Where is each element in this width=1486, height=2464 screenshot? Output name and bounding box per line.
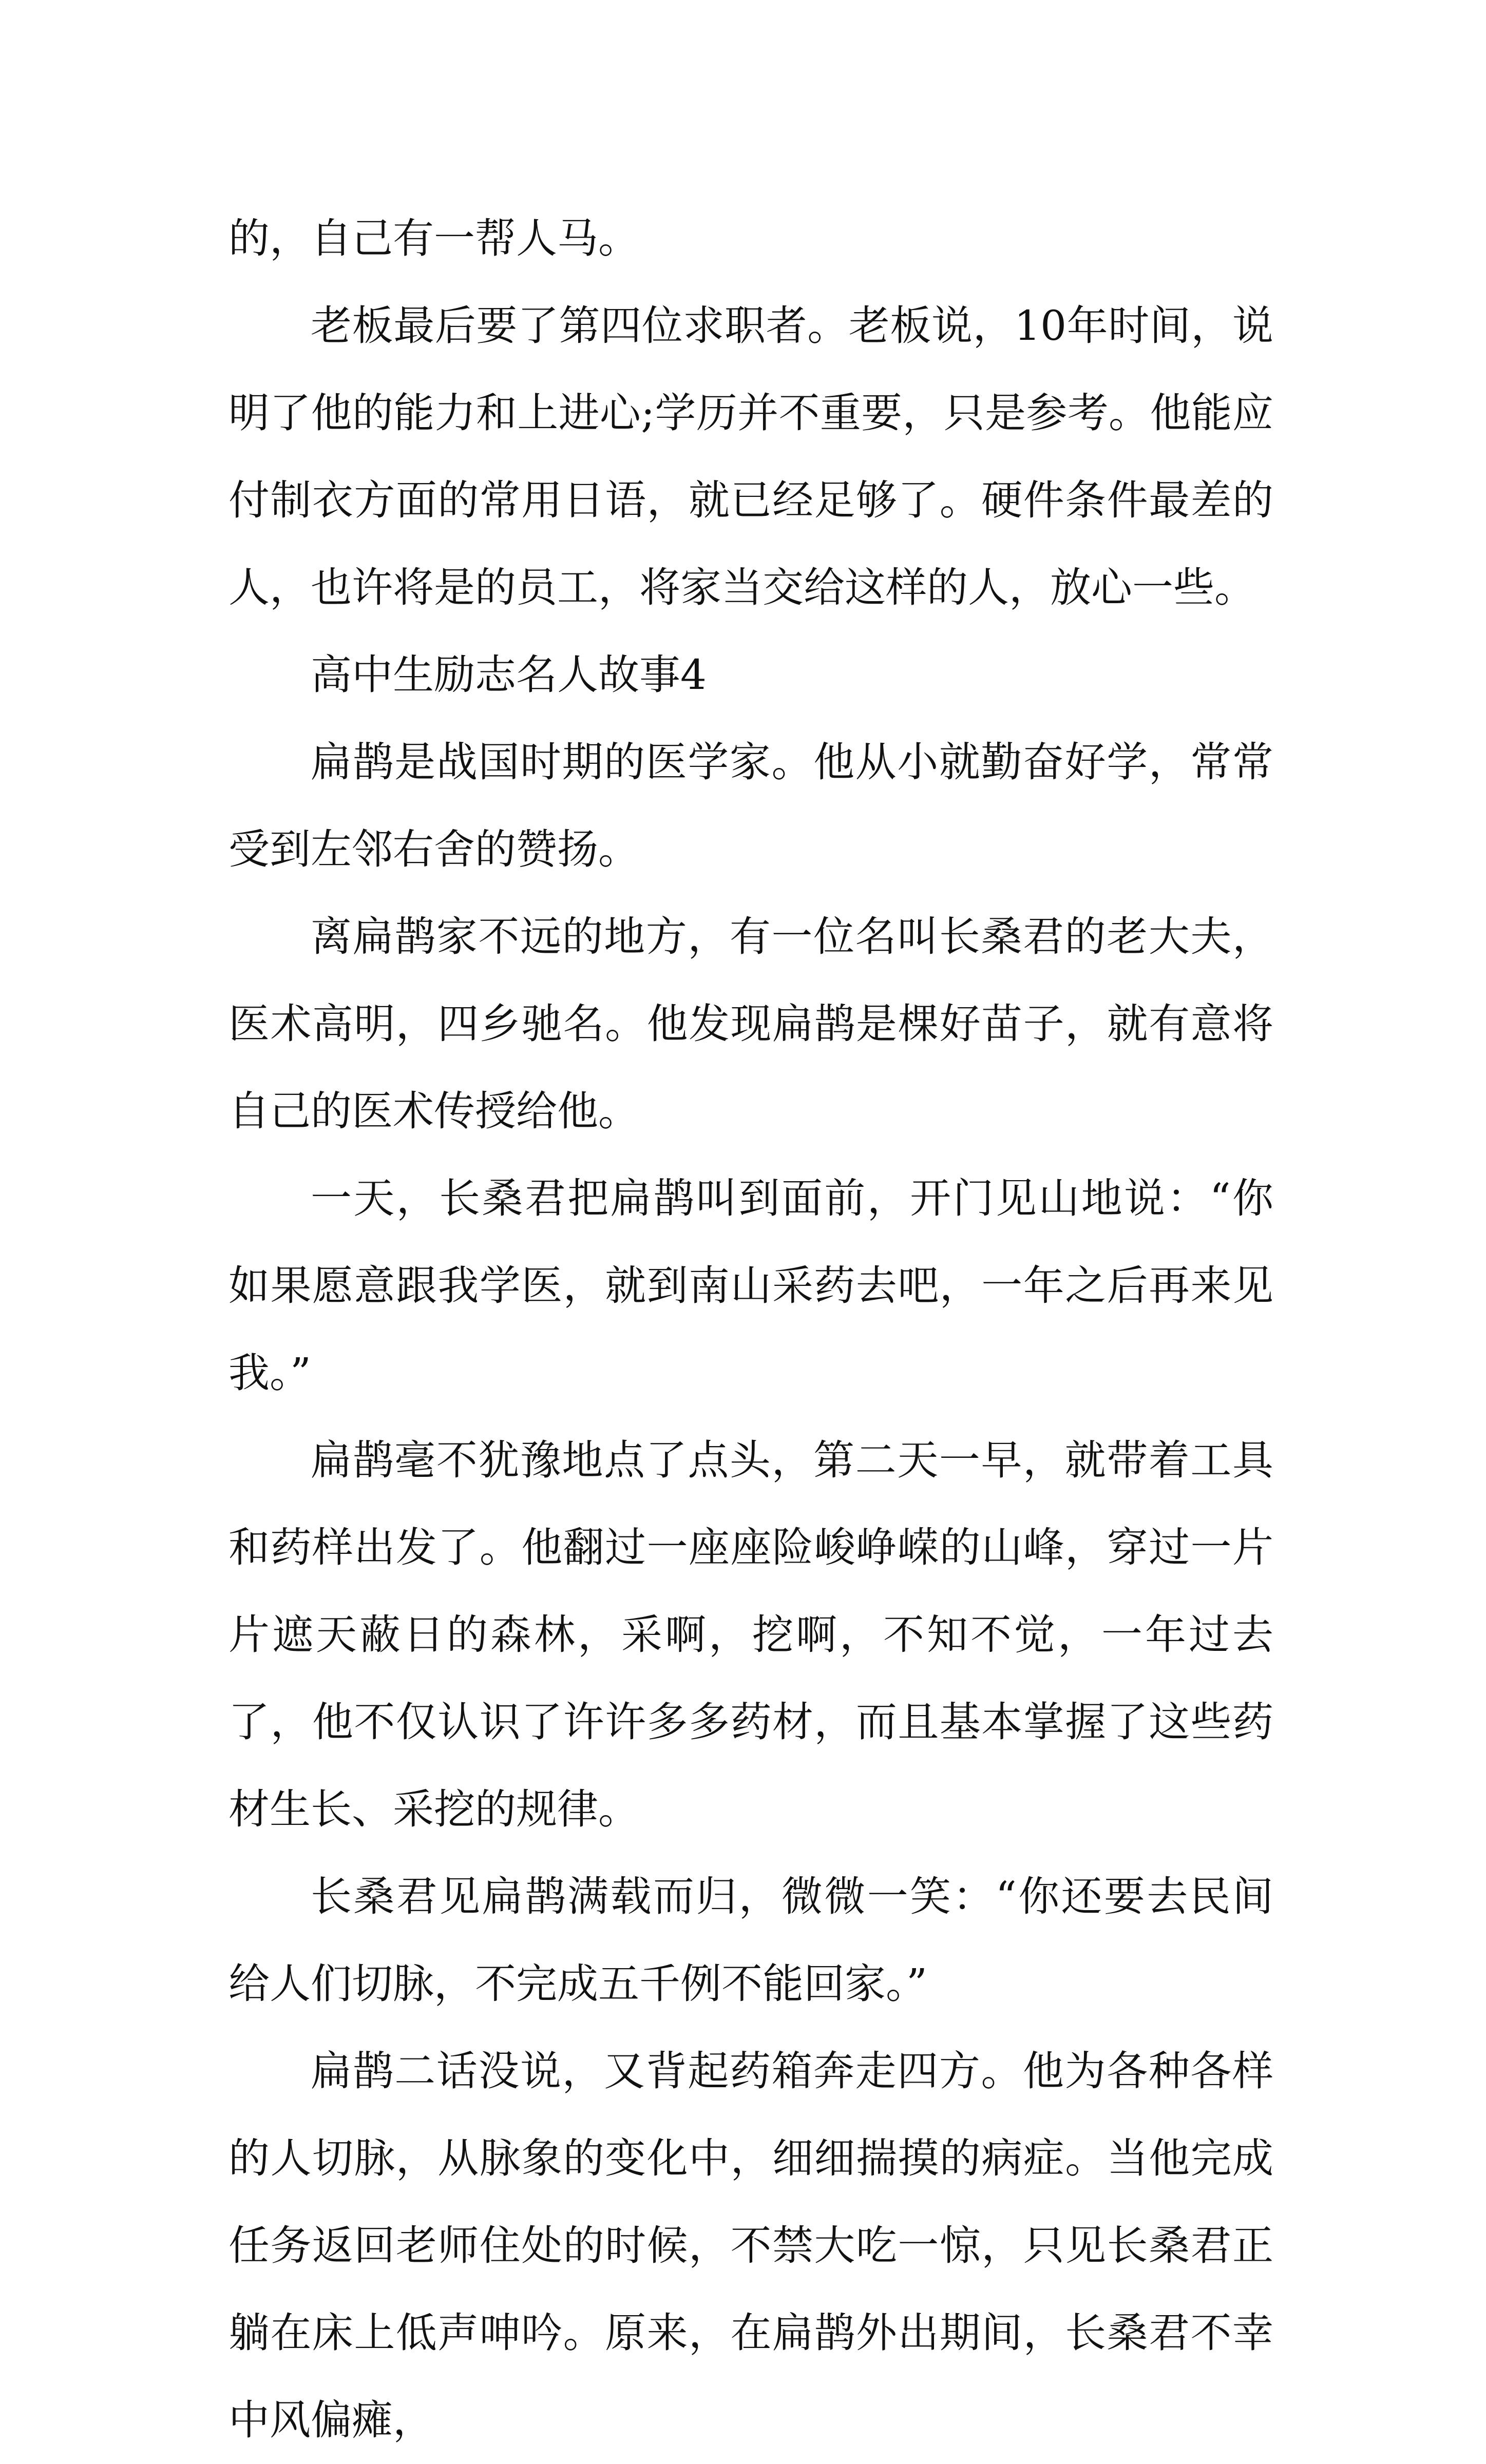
section-heading: 高中生励志名人故事4 [311, 651, 707, 699]
paragraph: 的，自己有一帮人马。 [228, 215, 639, 262]
paragraph: 扁鹊二话没说，又背起药箱奔走四方。他为各种各样的人切脉，从脉象的变化中，细细揣摸的病症。当他完成任务返回老师住处的时候，不禁大吃一惊，只见长桑君正躺在床上低声呻吟。原来，在扁鹊外出期间，长桑君不幸中风偏瘫， [228, 2047, 1273, 2444]
paragraph: 离扁鹊家不远的地方，有一位名叫长桑君的老大夫，医术高明，四乡驰名。他发现扁鹊是棵好苗子，就有意将自己的医术传授给他。 [228, 913, 1273, 1135]
paragraph: 扁鹊是战国时期的医学家。他从小就勤奋好学，常常受到左邻右舍的赞扬。 [228, 738, 1273, 873]
paragraph: 老板最后要了第四位求职者。老板说，10年时间，说明了他的能力和上进心;学历并不重要，只是参考。他能应付制衣方面的常用日语，就已经足够了。硬件条件最差的人，也许将是的员工，将家当交给这样的人，放心一些。 [228, 302, 1273, 611]
paragraph: 扁鹊毫不犹豫地点了点头，第二天一早，就带着工具和药样出发了。他翻过一座座险峻峥嵘的山峰，穿过一片片遮天蔽日的森林，采啊，挖啊，不知不觉，一年过去了，他不仅认识了许许多多药材，而且基本掌握了这些药材生长、采挖的规律。 [228, 1436, 1273, 1833]
body-text [228, 195, 1273, 2464]
paragraph: 长桑君见扁鹊满载而归，微微一笑：“你还要去民间给人们切脉，不完成五千例不能回家。” [228, 1873, 1273, 2008]
paragraph: 一天，长桑君把扁鹊叫到面前，开门见山地说：“你如果愿意跟我学医，就到南山采药去吧，一年之后再来见我。” [228, 1175, 1273, 1397]
